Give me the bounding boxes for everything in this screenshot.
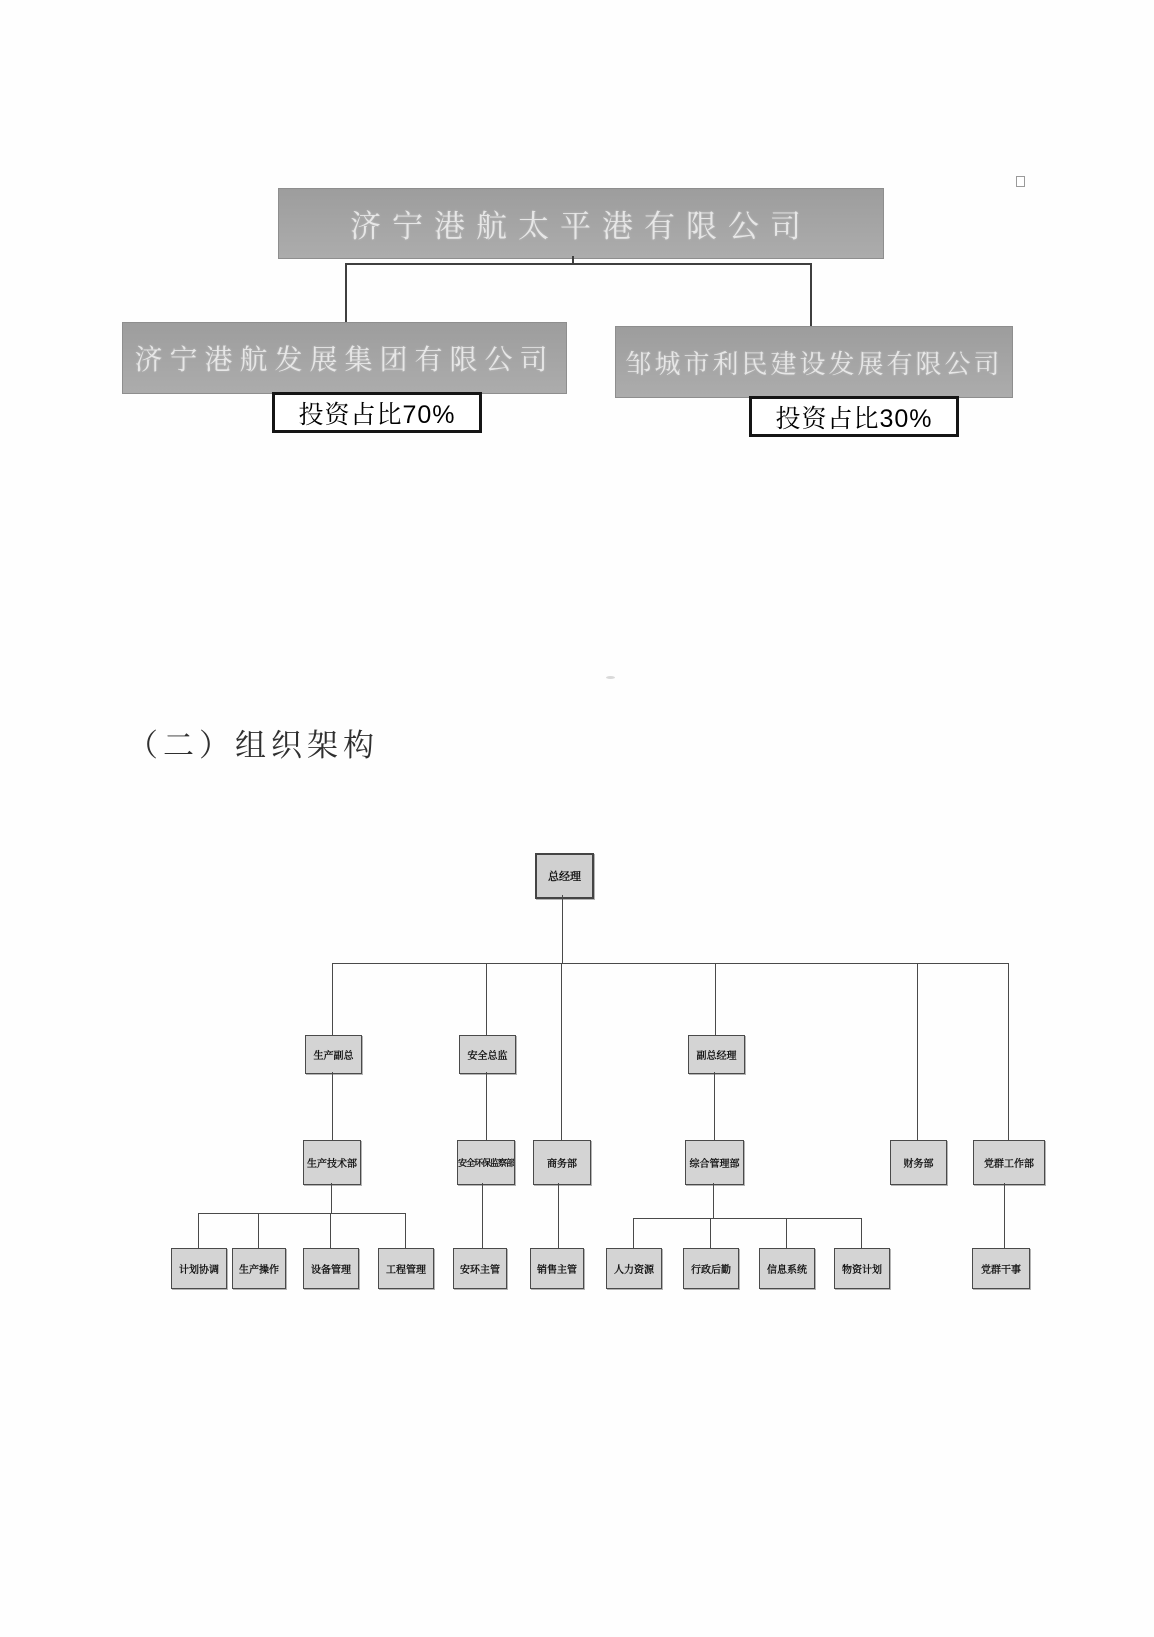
connector-vline <box>332 1072 333 1140</box>
org-node-commerce-dept: 商务部 <box>533 1140 591 1185</box>
connector-vline <box>917 963 918 1140</box>
org-node-safety-env-supervisor: 安环主管 <box>453 1248 507 1289</box>
connector-vline <box>633 1218 634 1248</box>
connector-vline <box>714 1072 715 1140</box>
connector-hline <box>633 1218 861 1219</box>
org-node-safety-env-supervision-dept: 安全环保监察部 <box>457 1140 515 1185</box>
org-node-admin-logistics: 行政后勤 <box>683 1248 739 1289</box>
connector-vline <box>810 263 812 327</box>
page-artifact-square <box>1016 176 1025 187</box>
shareholder-box-right <box>615 326 1013 398</box>
connector-vline <box>710 1218 711 1248</box>
org-node-deputy-general-manager: 副总经理 <box>688 1035 745 1074</box>
connector-vline <box>861 1218 862 1248</box>
connector-vline <box>198 1213 199 1248</box>
org-node-production-deputy: 生产副总 <box>305 1035 362 1074</box>
connector-vline <box>345 263 347 323</box>
connector-vline <box>558 1183 559 1248</box>
shareholder-box-left <box>122 322 567 394</box>
connector-vline <box>562 895 563 963</box>
stake-label-left: 投资占比70% <box>272 392 482 433</box>
connector-vline <box>561 963 562 1140</box>
connector-vline <box>486 963 487 1035</box>
org-node-finance-dept: 财务部 <box>890 1140 947 1185</box>
org-node-info-system: 信息系统 <box>759 1248 815 1289</box>
connector-vline <box>482 1183 483 1248</box>
connector-hline <box>332 963 1008 964</box>
connector-vline <box>330 1213 331 1248</box>
stake-label-right: 投资占比30% <box>749 396 959 437</box>
connector-vline <box>405 1213 406 1248</box>
connector-vline <box>258 1213 259 1248</box>
shareholder-right-label: 邹城市利民建设发展有限公司 <box>625 349 1003 379</box>
connector-vline <box>786 1218 787 1248</box>
connector-hline <box>198 1213 405 1214</box>
shareholder-left-label: 济宁港航发展集团有限公司 <box>134 345 555 376</box>
org-node-engineering-mgmt: 工程管理 <box>378 1248 434 1289</box>
ownership-root-label: 济宁港航太平港有限公司 <box>350 209 812 244</box>
org-node-plan-coordination: 计划协调 <box>171 1248 227 1289</box>
scan-speck <box>606 676 615 679</box>
section-heading: （二）组织架构 <box>127 728 379 763</box>
connector-vline <box>486 1072 487 1140</box>
org-node-party-work-dept: 党群工作部 <box>973 1140 1045 1185</box>
ownership-root-box <box>278 188 884 259</box>
org-node-hr: 人力资源 <box>606 1248 662 1289</box>
org-node-general-manager: 总经理 <box>535 853 594 899</box>
connector-vline <box>1008 963 1009 1140</box>
org-node-material-plan: 物资计划 <box>834 1248 890 1289</box>
org-node-production-operation: 生产操作 <box>232 1248 286 1289</box>
org-node-production-tech-dept: 生产技术部 <box>303 1140 361 1185</box>
connector-hline <box>345 263 812 265</box>
org-node-sales-supervisor: 销售主管 <box>530 1248 584 1289</box>
org-node-safety-director: 安全总监 <box>459 1035 516 1074</box>
org-node-party-clerk: 党群干事 <box>972 1248 1030 1289</box>
connector-vline <box>331 1183 332 1213</box>
connector-vline <box>715 963 716 1035</box>
org-node-general-admin-dept: 综合管理部 <box>685 1140 744 1185</box>
connector-vline <box>332 963 333 1035</box>
org-node-equipment-mgmt: 设备管理 <box>303 1248 359 1289</box>
connector-vline <box>1004 1183 1005 1248</box>
connector-vline <box>713 1183 714 1218</box>
